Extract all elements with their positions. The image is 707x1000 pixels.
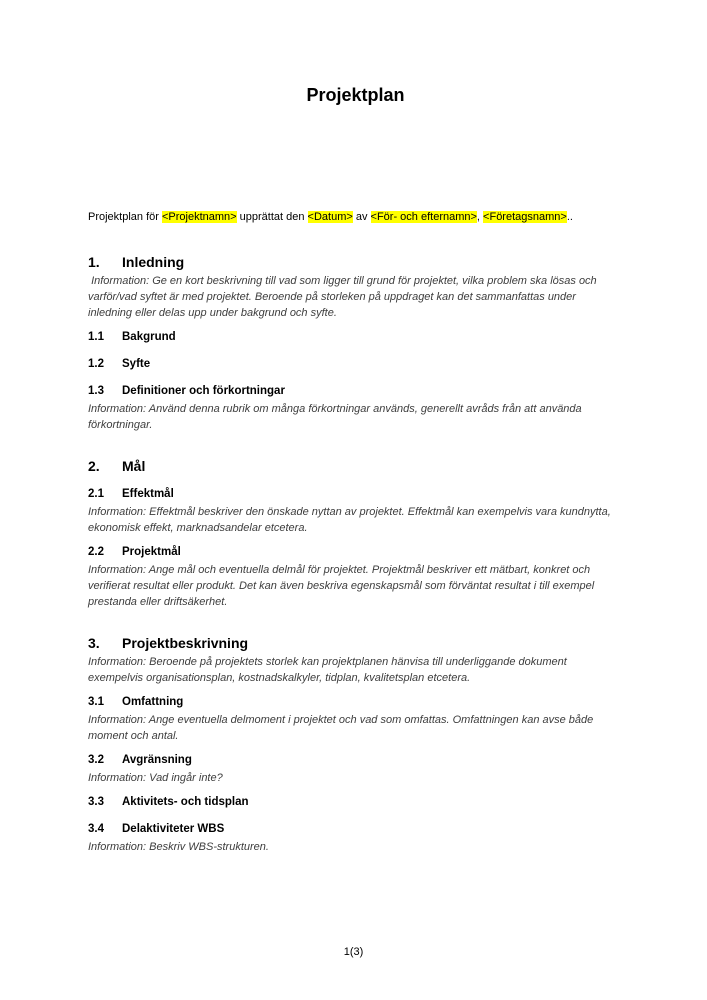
heading-title: Projektmål [122, 546, 181, 558]
heading-title: Delaktiviteter WBS [122, 823, 225, 835]
section-heading-1-2 [88, 358, 623, 371]
heading-number: 2. [88, 458, 100, 474]
intro-text-segment: .. [566, 211, 573, 223]
intro-text-segment: upprättat den [236, 211, 308, 223]
intro-text-segment: av [352, 211, 371, 223]
info-paragraph: Information: Använd denna rubrik om många förkortningar används, generellt avråds från att använda förkortningar. [88, 403, 585, 431]
heading-title: Syfte [122, 358, 151, 370]
heading-title: Aktivitets- och tidsplan [122, 796, 249, 808]
heading-number: 3. [88, 635, 100, 651]
info-paragraph: Information: Beroende på projektets storlek kan projektplanen hänvisa till underliggande dokument exempelvis organisationsplan, kostnadskalkyler, tidplan, kvalitetsplan etcetera. [88, 656, 570, 684]
intro-text-segment: Projektplan för [88, 211, 162, 223]
section-heading-1-3 [88, 385, 623, 398]
heading-title: Avgränsning [122, 754, 192, 766]
heading-title: Mål [122, 458, 146, 474]
info-paragraph: Information: Effektmål beskriver den önskade nyttan av projektet. Effektmål kan exempelvis vara kundnytta, ekonomisk effekt, marknadsandelar etcetera. [88, 506, 614, 534]
heading-title: Definitioner och förkortningar [122, 385, 285, 397]
heading-number: 1.1 [88, 331, 104, 343]
heading-number: 3.3 [88, 796, 104, 808]
intro-paragraph [88, 209, 623, 225]
page-number: 1(3) [343, 946, 364, 958]
section-heading-1-1 [88, 331, 623, 344]
heading-number: 2.2 [88, 546, 104, 558]
heading-number: 1. [88, 254, 100, 270]
heading-title: Effektmål [122, 488, 174, 500]
placeholder-highlight: <Företagsnamn> [483, 211, 567, 223]
info-paragraph: Information: Ange eventuella delmoment i projektet och vad som omfattas. Omfattningen kan avse både moment och antal. [88, 714, 597, 742]
section-heading-3-3 [88, 796, 623, 809]
heading-number: 3.1 [88, 696, 104, 708]
info-paragraph: Information: Vad ingår inte? [88, 772, 223, 784]
heading-title: Projektbeskrivning [122, 635, 249, 651]
info-paragraph: Information: Ange mål och eventuella delmål för projektet. Projektmål beskriver ett mätbart, konkret och verifierat resultat eller produkt. Det kan även beskriva egenskapsmål som förväntat resultat i till exempel prestanda eller driftsäkerhet. [88, 564, 598, 608]
info-paragraph: Information: Beskriv WBS-strukturen. [88, 841, 269, 853]
section-heading-2-1 [88, 488, 623, 501]
sections-container [88, 255, 623, 855]
document-content [88, 0, 623, 855]
section-heading-2-2 [88, 546, 623, 559]
section-heading-3 [88, 636, 623, 651]
intro-text-segment: , [476, 211, 484, 223]
section-heading-3-1 [88, 696, 623, 709]
heading-number: 3.4 [88, 823, 104, 835]
info-paragraph: Information: Ge en kort beskrivning till vad som ligger till grund för projektet, vilka problem ska lösas och varför/vad syftet är med projektet. Beroende på storleken på uppdraget kan det sammanfattas under inledning eller delas upp under bakgrund och syfte. [88, 275, 600, 319]
section-heading-3-4 [88, 823, 623, 836]
section-heading-2 [88, 459, 623, 474]
heading-number: 2.1 [88, 488, 104, 500]
heading-title: Bakgrund [122, 331, 176, 343]
placeholder-highlight: <Projektnamn> [161, 211, 237, 223]
heading-number: 1.3 [88, 385, 104, 397]
document-title: Projektplan [306, 85, 405, 105]
section-heading-1 [88, 255, 623, 270]
heading-number: 1.2 [88, 358, 104, 370]
section-heading-3-2 [88, 754, 623, 767]
placeholder-highlight: <Datum> [307, 211, 353, 223]
placeholder-highlight: <För- och efternamn> [370, 211, 477, 223]
heading-title: Omfattning [122, 696, 184, 708]
heading-title: Inledning [122, 254, 185, 270]
heading-number: 3.2 [88, 754, 104, 766]
